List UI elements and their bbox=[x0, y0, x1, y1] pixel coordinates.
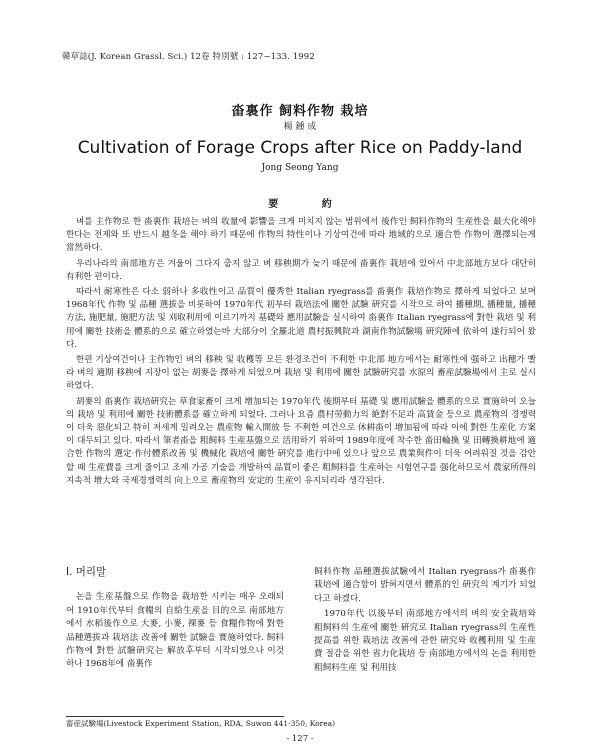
affiliation-footnote: 畜産試驗場(Livestock Experiment Station, RDA, Suwon 441-350, Korea) bbox=[66, 719, 336, 728]
right-column bbox=[314, 566, 536, 677]
section-heading-introduction: I. 머리말 bbox=[66, 566, 107, 578]
left-column bbox=[66, 566, 284, 674]
abstract-paragraph-1: 벼를 主作物로 한 畓裏作 栽培는 벼의 收量에 影響을 크게 미치지 않는 범위에서 後作인 飼料作物의 生産性을 最大化해야 한다는 전제와 또 반드시 越冬을 해야 하기 때문에 作物의 特性이나 기상여건에 따라 地域的으로 適合한 作物이 選擇되는게 當然하다. bbox=[66, 217, 536, 254]
author-english: Jong Seong Yang bbox=[261, 163, 339, 173]
abstract-paragraph-2: 우리나라의 南部地方은 겨울이 그다지 춥지 않고 벼 移秧期가 늦기 때문에 畓裏作 栽培에 있어서 中北部地方보다 대단히 有利한 편이다. bbox=[66, 258, 536, 282]
journal-citation: 韓草誌(J. Korean Grassl. Sci.) 12卷 特別號 : 127~133. 1992 bbox=[62, 52, 315, 62]
intro-paragraph-right-2: 1970年代 以後부터 南部地方에서의 벼의 安全栽培와 粗飼料의 生産에 關한 硏究로 Italian ryegrass의 生産性 提高를 위한 栽培法 改善에 관한 硏究와 收穫利用 및 生産費 절감을 위한 省力化栽培 등 南部地方에서의 논을 利用한 粗飼料生産 및 利用技 bbox=[314, 609, 536, 673]
intro-paragraph-right-1: 飼料作物 品種選拔試驗에서 Italian ryegrass가 畓裏作 栽培에 適合함이 밝혀지면서 體系的인 硏究의 계기가 되었다고 하겠다. bbox=[314, 567, 536, 604]
abstract-heading: 要 約 bbox=[268, 199, 352, 210]
author-korean: 楊 鍾 成 bbox=[283, 122, 317, 132]
page-number: - 127 - bbox=[286, 734, 314, 744]
intro-paragraph-left: 논을 生産基盤으로 作物을 栽培한 시키는 매우 오래되어 1910年代부터 食糧의 自給生産을 目的으로 南部地方에서 水稻後作으로 大麥, 小麥, 裸麥 등 食糧作物에 對한 品種選拔과 栽培法 改善에 關한 試驗을 實施하였다. 飼料作物에 對한 試驗硏究는 解放후부터 시작되었으나 이것 하나 1968年에 畓裏作 bbox=[66, 592, 284, 670]
abstract-paragraph-3: 따라서 耐寒性은 다소 弱하나 多收性이고 品質이 優秀한 Italian ryegrass를 畓裏作 栽培作物로 擇하게 되었다고 보며 1968年代 作物 및 品種 選拔을 비롯하여 1970年代 初부터 栽培法에 關한 試驗 硏究를 시작으로 하여 播種期, 播種量, 播種方法, 施肥量, 施肥方法 및 刈取利用에 이르기까지 基礎와 應用試驗을 실시하여 畓裏作 Italian ryegrass에 對한 栽培 및 利用에 關한 技術을 體系的으로 確立하였는바 大部分이 全羅北道 農村振興院과 湖南作物試驗場 硏究陣에 依하여 遂行되어 왔다. bbox=[66, 287, 536, 350]
footnote-rule bbox=[66, 716, 284, 717]
abstract-paragraph-4: 한편 기상여건이나 主作物인 벼의 移秧 및 收穫等 모든 환경조건이 不利한 中北部 地方에서는 耐寒性에 强하고 出穗가 빨라 벼의 適期 移秧에 지장이 없는 胡麥을 擇하게 되었으며 栽培 및 利用에 關한 試驗硏究를 水原의 畜産試驗場에서 主로 실시하였다. bbox=[66, 355, 536, 392]
abstract-body bbox=[66, 216, 536, 490]
abstract-paragraph-5: 胡麥의 畓裏作 栽培硏究는 草食家畜이 크게 增加되는 1970年代 後期부터 基礎 및 應用試驗을 體系的으로 實施하여 오늘의 栽培 및 利用에 關한 技術體系를 確立하게 되었다. 그러나 요즘 農村勞動力의 絶對不足과 高賃金 등으로 農産物의 경쟁력이 더욱 惡化되고 特히 저세계 밀려오는 農産物 輸入開放 등 不利한 여건으로 休耕畓이 增加됨에 따라 이에 對한 生産化 方案이 대두되고 있다. 따라서 筆者畓을 粗飼料 生産基盤으로 活用하기 위하여 1989年度에 착수한 畓田輪換 및 田轉換耕地에 適合한 作物의 選定·作付體系改善 및 機械化 栽培에 關한 硏究를 進行中에 있으나 앞으로 農業與件이 더욱 어려워질 것을 감안할 때 生産費를 크게 줄이고 조제 가공 기술을 개발하여 品質이 좋은 粗飼料를 生産하는 시험연구를 强化하므로서 農家所得의 지속적 增大와 국제경쟁력의 向上으로 畜産物의 安定的 生産이 유지되리라 생각된다. bbox=[66, 396, 536, 486]
title-korean: 畓裏作 飼料作物 栽培 bbox=[231, 104, 369, 119]
title-english: Cultivation of Forage Crops after Rice on Paddy-land bbox=[77, 138, 523, 158]
